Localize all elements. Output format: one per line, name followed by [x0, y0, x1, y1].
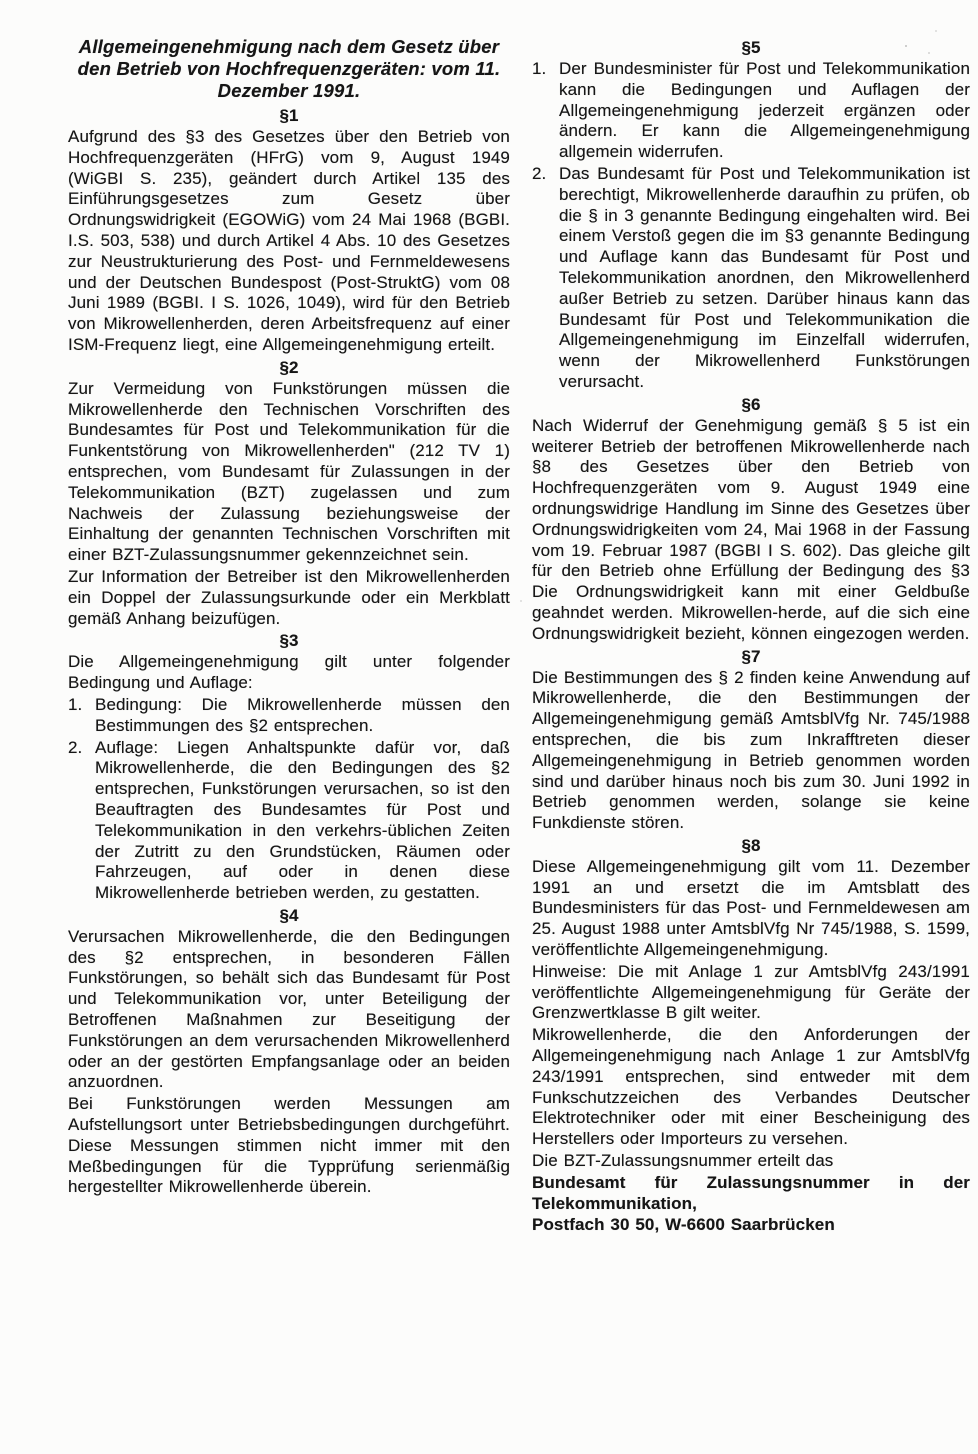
section-heading-s3: §3 — [279, 631, 299, 651]
paragraph-s8-1: Diese Allgemeingenehmigung gilt vom 11. Dezember 1991 an und ersetzt die im Amtsblatt des Bundesministers für das Post- und Fernmeldewesen am 25. August 1988 unter AmtsblVfg Nr 745/1988, S. 1599, veröffentlichte Allgemeingenehmigung. — [532, 856, 970, 960]
paragraph-s8-hinweise: Hinweise: Die mit Anlage 1 zur AmtsblVfg 243/1991 veröffentlichte Allgemeingenehmigung für Geräte der Grenzwertklasse B gilt weiter. — [532, 961, 970, 1023]
left-column — [68, 36, 510, 1237]
document-title: Allgemeingenehmigung nach dem Gesetz über den Betrieb von Hochfrequenzgeräten: vom 11. Dezember 1991. — [77, 36, 501, 101]
right-column — [532, 36, 970, 1237]
section-heading-s5: §5 — [741, 38, 761, 57]
issuer-address-line: Postfach 30 50, W-6600 Saarbrücken — [532, 1215, 835, 1235]
paragraph-s8-4: Die BZT-Zulassungsnummer erteilt das — [532, 1151, 834, 1171]
paragraph-s4-2: Bei Funkstörungen werden Messungen am Aufstellungsort unter Betriebsbedingungen durchgeführt. Diese Messungen stimmen nicht immer mit den Meßbedingungen für die Typprüfung serienmäßig hergestellter Mikrowellenherde überein. — [68, 1094, 510, 1197]
list-text: Auflage: Liegen Anhaltspunkte dafür vor, daß Mikrowellenherde, die den Bedingungen des §2 entsprechen, Funkstörungen verursachen, so ist den Beauftragten des Bundesamtes für Post und Telekommunikation in den verkehrs-üblichen Zeiten der Zutritt zu den Grundstücken, Räumen oder Fahrzeugen, auf oder in denen diese Mikrowellenherde betrieben werden, zu gestatten. — [95, 737, 510, 903]
list-item-s5-1 — [532, 59, 970, 163]
list-text: Der Bundesminister für Post und Telekommunikation kann die Bedingungen und Auflagen der Allgemeingenehmigung jederzeit ergänzen oder ändern. Er kann die Allgemeingenehmigung allgemein widerrufen. — [559, 59, 970, 162]
paragraph-s8-3: Mikrowellenherde, die den Anforderungen der Allgemeingenehmigung nach Anlage 1 zur AmtsblVfg 243/1991 entsprechen, sind entweder mit dem Funkschutzzeichen des Verbandes Deutscher Elektrotechniker oder mit einer Bescheinigung des Herstellers oder Importeurs zu versehen. — [532, 1025, 970, 1149]
paragraph-s2-2: Zur Information der Betreiber ist den Mikrowellenherden ein Doppel der Zulassungsurkunde oder ein Merkblatt gemäß Anhang beizufügen. — [68, 566, 510, 628]
scan-noise-specks — [0, 0, 2, 2]
paragraph-s1: Aufgrund des §3 des Gesetzes über den Betrieb von Hochfrequenzgeräten (HFrG) vom 9, August 1949 (WiGBI S. 235), geändert durch Artikel 135 des Einführungsgesetzes zum Gesetz über Ordnungswidrigkeit (EGOWiG) vom 24 Mai 1968 (BGBI. I.S. 503, 538) und durch Artikel 4 Abs. 10 des Gesetzes zur Neustrukturierung des Post- und Fernmeldewesens und der Deutschen Bundespost (Post-StruktG) vom 08 Juni 1989 (BGBI. I S. 1026, 1049), wird für den Betrieb von Mikrowellenherden, deren Arbeitsfrequenz auf einer ISM-Frequenz liegt, eine Allgemeingenehmigung erteilt. — [68, 127, 510, 354]
section-heading-s8: §8 — [741, 835, 761, 855]
list-number: 2. — [532, 163, 547, 183]
paragraph-s3-intro: Die Allgemeingenehmigung gilt unter folgender Bedingung und Auflage: — [68, 652, 510, 693]
two-column-layout — [68, 36, 970, 1237]
list-text: Bedingung: Die Mikrowellenherde müssen den Bestimmungen des §2 entsprechen. — [95, 694, 510, 735]
paragraph-s4-1: Verursachen Mikrowellenherde, die den Bedingungen des §2 entsprechen, in besonderen Fällen Funkstörungen, so behält sich das Bundesamt für Post und Telekommunikation vor, unter Beteiligung der Betroffenen Maßnahmen zur Beseitigung der Funkstörungen an dem verursachenden Mikrowellenherd oder an der gestörten Empfangsanlage oder an beiden anzuordnen. — [68, 926, 510, 1092]
issuer-name-line: Bundesamt für Zulassungsnummer in der Telekommunikation, — [532, 1172, 970, 1213]
section-heading-s6: §6 — [741, 394, 761, 414]
section-heading-s7: §7 — [741, 646, 761, 666]
list-number: 1. — [532, 59, 547, 78]
paragraph-s6: Nach Widerruf der Genehmigung gemäß § 5 ist ein weiterer Betrieb der betroffenen Mikrowellenherde nach §8 des Gesetzes über den Betrieb von Hochfrequenzgeräten vom 9. August 1949 eine ordnungswidrige Handlung im Sinne des Gesetzes über Ordnungswidrigkeiten vom 24, Mai 1968 in der Fassung vom 19. Februar 1987 (BGBI I S. 602). Das gleiche gilt für den Betrieb ohne Erfüllung der Bedingung des §3 Die Ordnungswidrigkeit kann mit einer Geldbuße geahndet werden. Mikrowellen-herde, auf die sich eine Ordnungswidrigkeit bezieht, können eingezogen werden. — [532, 415, 970, 643]
list-text: Das Bundesamt für Post und Telekommunikation ist berechtigt, Mikrowellenherde daraufhin zu prüfen, ob die § in 3 genannte Bedingung eingehalten wird. Bei einem Verstoß gegen die im §3 genannte Bedingung und Auflage kann das Bundesamt für Post und Telekommunikation anordnen, den Mikrowellenherd außer Betrieb zu setzen. Darüber hinaus kann das Bundesamt für Post und Telekommunikation die Allgemeingenehmigung im Einzelfall widerrufen, wenn der Mikrowellenherd Funkstörungen verursacht. — [559, 163, 970, 391]
list-number: 1. — [68, 694, 83, 714]
list-item-s3-1 — [68, 695, 510, 737]
list-item-s5-2 — [532, 164, 970, 393]
list-number: 2. — [68, 737, 83, 757]
section-heading-s1: §1 — [279, 106, 299, 125]
paragraph-s7: Die Bestimmungen des § 2 finden keine Anwendung auf Mikrowellenherde, die den Bestimmungen der Allgemeingenehmigung gemäß AmtsblVfg Nr. 745/1988 entsprechen, die bis zum Inkrafftreten dieser Allgemeingenehmigung in Betrieb genommen worden sind und darüber hinaus noch bis zum 30. Juni 1992 in Betrieb genommen werden, solange sie keine Funkdienste stören. — [532, 667, 970, 833]
section-heading-s4: §4 — [279, 905, 299, 925]
paragraph-s2-1: Zur Vermeidung von Funkstörungen müssen die Mikrowellenherde den Technischen Vorschriften des Bundesamtes für Post und Telekommunikation für die Funkentstörung von Mikrowellenherden" (212 TV 1) entsprechen, vom Bundesamt für Zulassungen in der Telekommunikation (BZT) zugelassen und zum Nachweis der Zulassung beziehungsweise der Einhaltung der genannten Technischen Vorschriften mit einer BZT-Zulassungsnummer gekennzeichnet sein. — [68, 378, 510, 565]
section-heading-s2: §2 — [279, 357, 299, 377]
list-item-s3-2 — [68, 738, 510, 904]
